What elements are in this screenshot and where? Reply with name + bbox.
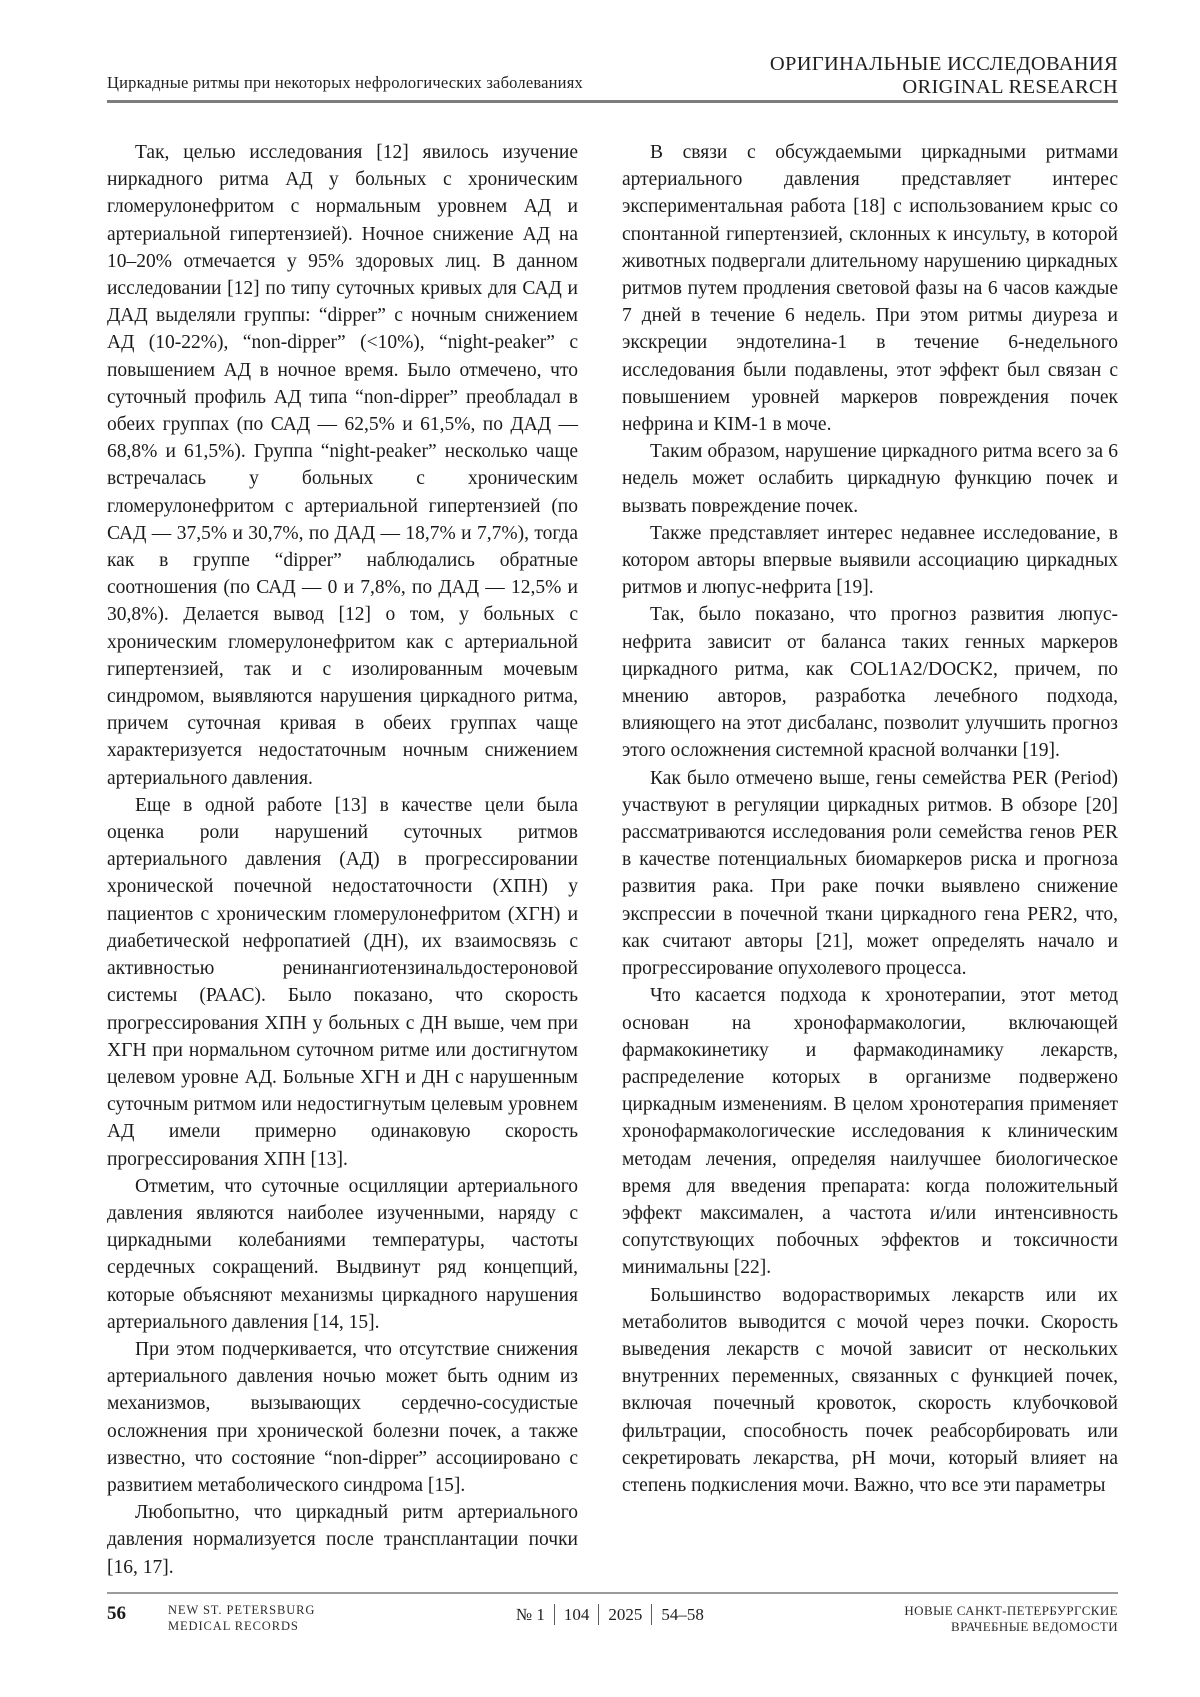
- paragraph: Так, было показано, что прогноз развития люпус-нефрита зависит от баланса таких генных маркеров циркадного ритма, как COL1A2/DOCK2, причем, по мнению авторов, разработка лечебного подхода, влияющего на этот дисбаланс, позволит улучшить прогноз этого осложнения системной красной волчанки [19].: [622, 604, 1118, 762]
- paragraph: Таким образом, нарушение циркадного ритма всего за 6 недель может ослабить циркадную функцию почек и вызвать повреждение почек.: [622, 441, 1118, 517]
- section-title-en: ORIGINAL RESEARCH: [902, 75, 1118, 98]
- paragraph: Большинство водорастворимых лекарств или их метаболитов выводится с мочой через почки. Скорость выведения лекарств с мочой зависит от нескольких внутренних переменных, связанных с функцией почек, включая почечный кровоток, скорость клубочковой фильтрации, способность почек реабсорбировать или секретировать лекарства, pH мочи, который влияет на степень подкисления мочи. Важно, что все эти параметры: [622, 1284, 1118, 1496]
- footer-rule: [107, 1592, 1118, 1594]
- journal-name-ru: [904, 1603, 1118, 1635]
- page-number: 56: [107, 1603, 126, 1624]
- column-left: [107, 139, 578, 1584]
- running-title: Циркадные ритмы при некоторых нефрологических заболеваниях: [107, 73, 583, 92]
- journal-name-en-line2: MEDICAL RECORDS: [168, 1618, 299, 1633]
- paragraph: Как было отмечено выше, гены семейства PER (Period) участвуют в регуляции циркадных ритмов. В обзоре [20] рассматриваются исследования роли семейства генов PER в качестве потенциальных биомаркеров риска и прогноза развития рака. При раке почки выявлено снижение экспрессии в почечной ткани циркадного гена PER2, что, как считают авторы [21], может определять начало и прогрессирование опухолевого процесса.: [622, 767, 1118, 980]
- page-header: [107, 0, 1118, 100]
- paragraph: Любопытно, что циркадный ритм артериального давления нормализуется после трансплантации почки [16, 17].: [107, 1502, 578, 1578]
- header-rule: [107, 100, 1118, 103]
- journal-name-en: [168, 1603, 315, 1634]
- issue-info: [315, 1603, 904, 1625]
- issue-number: № 1: [515, 1604, 545, 1624]
- journal-name-en-line1: NEW ST. PETERSBURG: [168, 1603, 316, 1617]
- issue-volume: 104: [563, 1604, 590, 1624]
- journal-name-ru-line2: ВРАЧЕБНЫЕ ВЕДОМОСТИ: [951, 1619, 1118, 1634]
- paragraph: Еще в одной работе [13] в качестве цели была оценка роли нарушений суточных ритмов артериального давления (АД) в прогрессировании хронической почечной недостаточности (ХПН) у пациентов с хроническим гломерулонефритом (ХГН) и диабетической нефропатией (ДН), их взаимосвязь с активностью ренинангиотензинальдостероновой системы (РААС). Было показано, что скорость прогрессирования ХПН у больных с ДН выше, чем при ХГН при нормальном суточном ритме или достигнутом целевом уровне АД. Больные ХГН и ДН с нарушенным суточным ритмом или недостигнутым целевым уровнем АД имели примерно одинаковую скорость прогрессирования ХПН [13].: [107, 794, 578, 1170]
- section-title-ru: ОРИГИНАЛЬНЫЕ ИССЛЕДОВАНИЯ: [769, 53, 1118, 75]
- page-footer: [107, 1603, 1118, 1647]
- paragraph: Что касается подхода к хронотерапии, этот метод основан на хронофармакологии, включающей фармакокинетику и фармакодинамику лекарств, распределение которых в организме подвержено циркадным изменениям. В целом хронотерапия применяет хронофармакологические исследования к клиническим методам лечения, определяя наилучшее биологическое время для введения препарата: когда положительный эффект максимален, а частота и/или интенсивность сопутствующих побочных эффектов и токсичности минимальны [22].: [622, 985, 1118, 1279]
- issue-year: 2025: [608, 1604, 643, 1624]
- issue-pages: 54–58: [661, 1604, 704, 1624]
- section-titles: [770, 53, 1118, 98]
- paragraph: В связи с обсуждаемыми циркадными ритмами артериального давления представляет интерес экспериментальная работа [18] с использованием крыс со спонтанной гипертензией, склонных к инсульту, в которой животных подвергали длительному нарушению циркадных ритмов путем продления световой фазы на 6 часов каждые 7 дней в течение 6 недель. При этом ритмы диуреза и экскреции эндотелина-1 в течение 6-недельного исследования были подавлены, этот эффект был связан с повышением уровней маркеров повреждения почек нефрина и KIM-1 в моче.: [622, 142, 1118, 436]
- article-body: [107, 139, 1118, 1584]
- column-right: [622, 139, 1118, 1584]
- paragraph: Отметим, что суточные осцилляции артериального давления являются наиболее изученными, наряду с циркадными колебаниями температуры, частоты сердечных сокращений. Выдвинут ряд концепций, которые объясняют механизмы циркадного нарушения артериального давления [14, 15].: [107, 1175, 578, 1333]
- journal-name-ru-line1: НОВЫЕ САНКТ-ПЕТЕРБУРГСКИЕ: [904, 1603, 1118, 1618]
- paragraph: При этом подчеркивается, что отсутствие снижения артериального давления ночью может быть одним из механизмов, вызывающих сердечно-сосудистые осложнения при хронической болезни почек, а также известно, что состояние “non-dipper” ассоциировано с развитием метаболического синдрома [15].: [107, 1338, 578, 1496]
- paragraph: Так, целью исследования [12] явилось изучение ниркадного ритма АД у больных с хроническим гломерулонефритом с нормальным уровнем АД и артериальной гипертензией). Ночное снижение АД на 10–20% отмечается у 95% здоровых лиц. В данном исследовании [12] по типу суточных кривых для САД и ДАД выделяли группы: “dipper” с ночным снижением АД (10-22%), “non-dipper” (<10%), “night-peaker” с повышением АД в ночное время. Было отмечено, что суточный профиль АД типа “non-dipper” преобладал в обеих группах (по САД — 62,5% и 61,5%, по ДАД — 68,8% и 61,5%). Группа “night-peaker” несколько чаще встречалась у больных с хроническим гломерулонефритом с артериальной гипертензией (по САД — 37,5% и 30,7%, по ДАД — 18,7% и 7,7%), тогда как в группе “dipper” наблюдались обратные соотношения (по САД — 0 и 7,8%, по ДАД — 12,5% и 30,8%). Делается вывод [12] о том, у больных с хроническим гломерулонефритом как с артериальной гипертензией, так и с изолированным мочевым синдромом, выявляются нарушения циркадного ритма, причем суточная кривая в обеих группах чаще характеризуется недостаточным ночным снижением артериального давления.: [107, 142, 578, 789]
- paragraph: Также представляет интерес недавнее исследование, в котором авторы впервые выявили ассоциацию циркадных ритмов и люпус-нефрита [19].: [622, 522, 1118, 599]
